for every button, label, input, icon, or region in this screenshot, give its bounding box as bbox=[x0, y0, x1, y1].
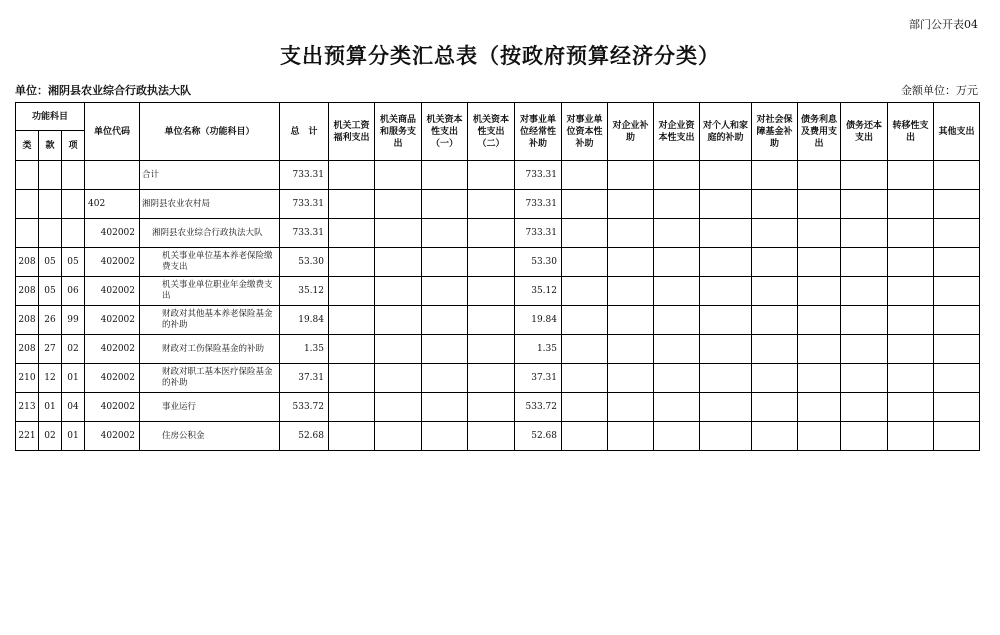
cell-econ-value bbox=[468, 219, 515, 248]
cell-econ-value bbox=[375, 219, 422, 248]
cell-kuan: 26 bbox=[39, 306, 62, 335]
cell-unit-name: 财政对职工基本医疗保险基金的补助 bbox=[140, 364, 280, 393]
header-econ-col: 对社会保障基金补助 bbox=[752, 103, 798, 161]
cell-econ-value bbox=[562, 393, 608, 422]
cell-econ-value bbox=[329, 422, 375, 451]
cell-econ-value bbox=[329, 161, 375, 190]
cell-econ-value bbox=[422, 393, 468, 422]
cell-econ-value bbox=[468, 161, 515, 190]
cell-econ-value bbox=[468, 393, 515, 422]
cell-econ-value bbox=[798, 306, 841, 335]
cell-total: 733.31 bbox=[280, 219, 329, 248]
cell-econ-value bbox=[798, 190, 841, 219]
cell-unit-name: 湘阴县农业农村局 bbox=[140, 190, 280, 219]
cell-kuan bbox=[39, 219, 62, 248]
cell-econ-value bbox=[934, 248, 980, 277]
header-econ-col: 债务利息及费用支出 bbox=[798, 103, 841, 161]
table-row bbox=[16, 248, 980, 277]
cell-econ-value bbox=[562, 277, 608, 306]
cell-xiang: 06 bbox=[62, 277, 85, 306]
cell-econ-value bbox=[375, 161, 422, 190]
cell-econ-value: 733.31 bbox=[515, 190, 562, 219]
cell-econ-value bbox=[468, 364, 515, 393]
cell-unit-code: 402 bbox=[85, 190, 140, 219]
amount-unit-label: 金额单位：万元 bbox=[901, 84, 978, 97]
cell-econ-value bbox=[934, 161, 980, 190]
cell-econ-value bbox=[700, 248, 752, 277]
cell-econ-value: 19.84 bbox=[515, 306, 562, 335]
cell-econ-value bbox=[468, 248, 515, 277]
cell-econ-value bbox=[608, 161, 654, 190]
table-row bbox=[16, 161, 980, 190]
cell-econ-value bbox=[608, 277, 654, 306]
header-econ-col: 债务还本支出 bbox=[841, 103, 888, 161]
cell-econ-value bbox=[888, 248, 934, 277]
cell-xiang bbox=[62, 190, 85, 219]
cell-econ-value bbox=[422, 248, 468, 277]
cell-unit-code: 402002 bbox=[85, 306, 140, 335]
cell-unit-name: 事业运行 bbox=[140, 393, 280, 422]
cell-econ-value bbox=[700, 190, 752, 219]
cell-econ-value bbox=[841, 335, 888, 364]
cell-econ-value bbox=[798, 277, 841, 306]
cell-econ-value bbox=[422, 422, 468, 451]
cell-econ-value bbox=[841, 219, 888, 248]
cell-econ-value bbox=[888, 393, 934, 422]
cell-kuan: 27 bbox=[39, 335, 62, 364]
cell-econ-value bbox=[888, 219, 934, 248]
cell-econ-value bbox=[700, 335, 752, 364]
cell-xiang: 02 bbox=[62, 335, 85, 364]
cell-econ-value bbox=[752, 335, 798, 364]
cell-econ-value bbox=[888, 306, 934, 335]
cell-econ-value bbox=[562, 219, 608, 248]
table-row bbox=[16, 393, 980, 422]
cell-econ-value bbox=[654, 393, 700, 422]
header-econ-col: 机关资本性支出（一） bbox=[422, 103, 468, 161]
cell-unit-code: 402002 bbox=[85, 335, 140, 364]
cell-econ-value bbox=[608, 190, 654, 219]
cell-econ-value bbox=[422, 190, 468, 219]
cell-econ-value bbox=[329, 393, 375, 422]
cell-unit-code: 402002 bbox=[85, 393, 140, 422]
cell-xiang bbox=[62, 161, 85, 190]
cell-econ-value bbox=[422, 335, 468, 364]
cell-econ-value bbox=[375, 306, 422, 335]
cell-econ-value bbox=[562, 248, 608, 277]
cell-econ-value bbox=[841, 161, 888, 190]
cell-econ-value bbox=[700, 219, 752, 248]
cell-total: 52.68 bbox=[280, 422, 329, 451]
cell-econ-value bbox=[422, 277, 468, 306]
cell-econ-value bbox=[798, 248, 841, 277]
cell-econ-value: 35.12 bbox=[515, 277, 562, 306]
cell-econ-value bbox=[375, 364, 422, 393]
cell-econ-value bbox=[934, 335, 980, 364]
cell-kuan: 05 bbox=[39, 277, 62, 306]
cell-econ-value bbox=[841, 190, 888, 219]
header-econ-col: 对企业补助 bbox=[608, 103, 654, 161]
cell-econ-value bbox=[798, 161, 841, 190]
cell-econ-value bbox=[562, 190, 608, 219]
table-row bbox=[16, 219, 980, 248]
table-row bbox=[16, 335, 980, 364]
cell-econ-value bbox=[562, 306, 608, 335]
form-number: 部门公开表04 bbox=[909, 18, 978, 31]
cell-econ-value bbox=[700, 161, 752, 190]
cell-unit-code: 402002 bbox=[85, 422, 140, 451]
cell-lei: 208 bbox=[16, 248, 39, 277]
header-econ-col: 对个人和家庭的补助 bbox=[700, 103, 752, 161]
cell-total: 35.12 bbox=[280, 277, 329, 306]
cell-econ-value bbox=[468, 306, 515, 335]
cell-xiang bbox=[62, 219, 85, 248]
cell-econ-value bbox=[934, 393, 980, 422]
cell-total: 19.84 bbox=[280, 306, 329, 335]
cell-econ-value bbox=[654, 364, 700, 393]
cell-total: 1.35 bbox=[280, 335, 329, 364]
cell-econ-value bbox=[934, 422, 980, 451]
cell-econ-value bbox=[888, 422, 934, 451]
cell-unit-name: 财政对工伤保险基金的补助 bbox=[140, 335, 280, 364]
cell-econ-value: 1.35 bbox=[515, 335, 562, 364]
cell-econ-value bbox=[654, 277, 700, 306]
cell-econ-value bbox=[562, 422, 608, 451]
cell-kuan bbox=[39, 190, 62, 219]
cell-unit-name: 财政对其他基本养老保险基金的补助 bbox=[140, 306, 280, 335]
cell-unit-code: 402002 bbox=[85, 248, 140, 277]
cell-econ-value bbox=[422, 161, 468, 190]
expenditure-table bbox=[15, 102, 980, 451]
header-econ-col: 转移性支出 bbox=[888, 103, 934, 161]
cell-econ-value bbox=[700, 422, 752, 451]
cell-econ-value bbox=[329, 248, 375, 277]
table-row bbox=[16, 364, 980, 393]
cell-xiang: 99 bbox=[62, 306, 85, 335]
cell-econ-value bbox=[934, 364, 980, 393]
cell-econ-value bbox=[422, 364, 468, 393]
cell-econ-value bbox=[422, 219, 468, 248]
cell-lei: 208 bbox=[16, 335, 39, 364]
header-kuan: 款 bbox=[39, 131, 62, 161]
cell-total: 53.30 bbox=[280, 248, 329, 277]
cell-econ-value bbox=[752, 277, 798, 306]
cell-lei: 213 bbox=[16, 393, 39, 422]
cell-unit-name: 合计 bbox=[140, 161, 280, 190]
cell-econ-value: 53.30 bbox=[515, 248, 562, 277]
header-xiang: 项 bbox=[62, 131, 85, 161]
cell-lei: 208 bbox=[16, 306, 39, 335]
table-row bbox=[16, 190, 980, 219]
cell-unit-code: 402002 bbox=[85, 277, 140, 306]
header-unit-name: 单位名称（功能科目） bbox=[140, 103, 280, 161]
cell-econ-value bbox=[798, 393, 841, 422]
cell-econ-value bbox=[329, 306, 375, 335]
cell-econ-value bbox=[654, 306, 700, 335]
cell-xiang: 01 bbox=[62, 364, 85, 393]
cell-econ-value bbox=[329, 364, 375, 393]
cell-econ-value bbox=[888, 190, 934, 219]
cell-kuan: 01 bbox=[39, 393, 62, 422]
cell-econ-value bbox=[934, 190, 980, 219]
cell-kuan bbox=[39, 161, 62, 190]
header-econ-col: 对事业单位经常性补助 bbox=[515, 103, 562, 161]
cell-econ-value: 733.31 bbox=[515, 161, 562, 190]
cell-econ-value bbox=[841, 364, 888, 393]
cell-econ-value bbox=[752, 422, 798, 451]
table-row bbox=[16, 306, 980, 335]
cell-lei: 210 bbox=[16, 364, 39, 393]
header-total: 总 计 bbox=[280, 103, 329, 161]
cell-xiang: 01 bbox=[62, 422, 85, 451]
cell-total: 533.72 bbox=[280, 393, 329, 422]
cell-econ-value bbox=[608, 306, 654, 335]
cell-econ-value bbox=[562, 161, 608, 190]
cell-xiang: 04 bbox=[62, 393, 85, 422]
header-econ-col: 机关工资福利支出 bbox=[329, 103, 375, 161]
cell-econ-value bbox=[654, 248, 700, 277]
page-title: 支出预算分类汇总表（按政府预算经济分类） bbox=[280, 43, 720, 68]
cell-unit-code: 402002 bbox=[85, 219, 140, 248]
cell-econ-value bbox=[654, 161, 700, 190]
cell-lei bbox=[16, 161, 39, 190]
cell-econ-value bbox=[608, 364, 654, 393]
header-lei: 类 bbox=[16, 131, 39, 161]
cell-econ-value: 533.72 bbox=[515, 393, 562, 422]
cell-unit-name: 机关事业单位职业年金缴费支出 bbox=[140, 277, 280, 306]
cell-econ-value bbox=[752, 190, 798, 219]
cell-econ-value bbox=[798, 364, 841, 393]
cell-econ-value bbox=[608, 422, 654, 451]
cell-econ-value bbox=[375, 248, 422, 277]
cell-kuan: 02 bbox=[39, 422, 62, 451]
cell-econ-value bbox=[608, 248, 654, 277]
header-econ-col: 机关资本性支出（二） bbox=[468, 103, 515, 161]
cell-econ-value bbox=[329, 190, 375, 219]
cell-econ-value bbox=[752, 306, 798, 335]
cell-lei: 221 bbox=[16, 422, 39, 451]
cell-econ-value bbox=[468, 335, 515, 364]
cell-econ-value bbox=[934, 306, 980, 335]
cell-xiang: 05 bbox=[62, 248, 85, 277]
cell-econ-value bbox=[888, 364, 934, 393]
cell-econ-value bbox=[841, 248, 888, 277]
cell-lei bbox=[16, 219, 39, 248]
cell-econ-value bbox=[934, 277, 980, 306]
unit-label: 单位：湘阴县农业综合行政执法大队 bbox=[15, 84, 191, 97]
cell-econ-value bbox=[841, 422, 888, 451]
cell-econ-value bbox=[841, 306, 888, 335]
cell-kuan: 05 bbox=[39, 248, 62, 277]
cell-econ-value bbox=[562, 335, 608, 364]
cell-total: 37.31 bbox=[280, 364, 329, 393]
cell-econ-value bbox=[375, 190, 422, 219]
cell-econ-value bbox=[888, 161, 934, 190]
cell-kuan: 12 bbox=[39, 364, 62, 393]
cell-econ-value bbox=[375, 335, 422, 364]
cell-econ-value bbox=[934, 219, 980, 248]
cell-econ-value bbox=[798, 422, 841, 451]
cell-econ-value: 52.68 bbox=[515, 422, 562, 451]
cell-econ-value bbox=[700, 393, 752, 422]
cell-econ-value bbox=[468, 277, 515, 306]
cell-econ-value bbox=[329, 219, 375, 248]
cell-total: 733.31 bbox=[280, 190, 329, 219]
cell-econ-value bbox=[752, 161, 798, 190]
cell-econ-value bbox=[654, 422, 700, 451]
header-econ-col: 对企业资本性支出 bbox=[654, 103, 700, 161]
cell-econ-value bbox=[562, 364, 608, 393]
cell-econ-value bbox=[654, 219, 700, 248]
cell-econ-value bbox=[468, 422, 515, 451]
header-func-subject: 功能科目 bbox=[16, 103, 85, 131]
header-econ-col: 其他支出 bbox=[934, 103, 980, 161]
cell-unit-name: 机关事业单位基本养老保险缴费支出 bbox=[140, 248, 280, 277]
cell-econ-value bbox=[654, 335, 700, 364]
header-unit-code: 单位代码 bbox=[85, 103, 140, 161]
cell-econ-value bbox=[422, 306, 468, 335]
cell-econ-value bbox=[329, 277, 375, 306]
cell-econ-value bbox=[752, 219, 798, 248]
cell-lei bbox=[16, 190, 39, 219]
cell-unit-code bbox=[85, 161, 140, 190]
cell-econ-value bbox=[654, 190, 700, 219]
cell-econ-value: 37.31 bbox=[515, 364, 562, 393]
cell-econ-value bbox=[375, 393, 422, 422]
header-econ-col: 机关商品和服务支出 bbox=[375, 103, 422, 161]
cell-econ-value bbox=[700, 277, 752, 306]
cell-econ-value bbox=[752, 364, 798, 393]
table-row bbox=[16, 422, 980, 451]
cell-econ-value bbox=[888, 335, 934, 364]
cell-unit-name: 住房公积金 bbox=[140, 422, 280, 451]
cell-econ-value bbox=[608, 335, 654, 364]
cell-total: 733.31 bbox=[280, 161, 329, 190]
cell-econ-value bbox=[468, 190, 515, 219]
cell-unit-code: 402002 bbox=[85, 364, 140, 393]
cell-unit-name: 湘阴县农业综合行政执法大队 bbox=[140, 219, 280, 248]
cell-econ-value bbox=[888, 277, 934, 306]
cell-lei: 208 bbox=[16, 277, 39, 306]
cell-econ-value bbox=[841, 393, 888, 422]
cell-econ-value bbox=[608, 219, 654, 248]
cell-econ-value: 733.31 bbox=[515, 219, 562, 248]
header-econ-col: 对事业单位资本性补助 bbox=[562, 103, 608, 161]
cell-econ-value bbox=[700, 364, 752, 393]
cell-econ-value bbox=[700, 306, 752, 335]
cell-econ-value bbox=[375, 422, 422, 451]
cell-econ-value bbox=[841, 277, 888, 306]
cell-econ-value bbox=[752, 248, 798, 277]
cell-econ-value bbox=[798, 335, 841, 364]
cell-econ-value bbox=[329, 335, 375, 364]
table-row bbox=[16, 277, 980, 306]
cell-econ-value bbox=[375, 277, 422, 306]
cell-econ-value bbox=[798, 219, 841, 248]
cell-econ-value bbox=[608, 393, 654, 422]
cell-econ-value bbox=[752, 393, 798, 422]
